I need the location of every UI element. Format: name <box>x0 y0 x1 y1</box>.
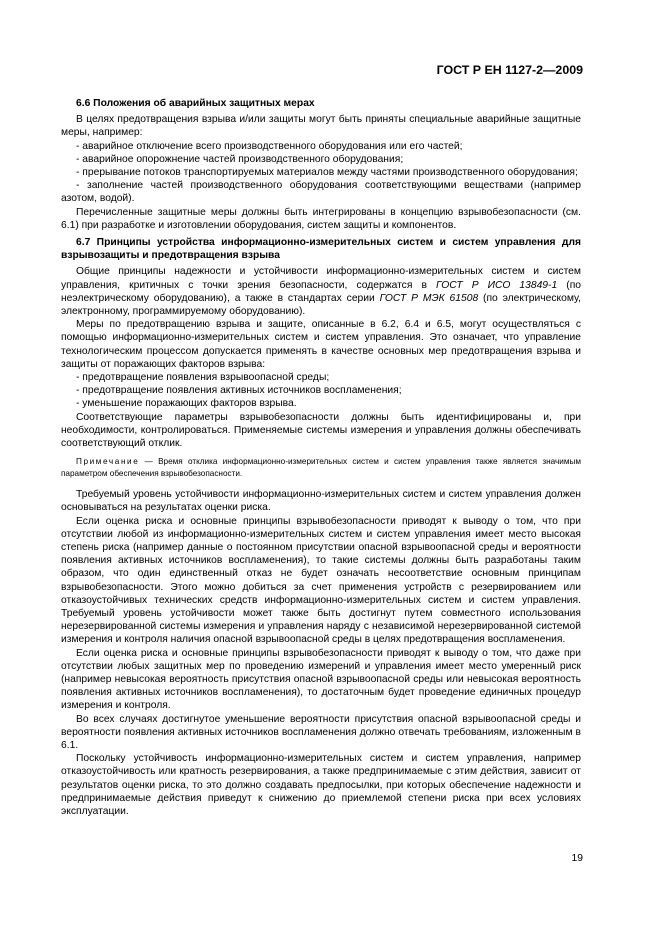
page-content <box>61 97 581 818</box>
list-item: - аварийное опорожнение частей производственного оборудования; <box>76 153 404 165</box>
list-item: - прерывание потоков транспортируемых материалов между частями производственного оборудования; <box>76 167 578 179</box>
section-6-7-paragraph: Требуемый уровень устойчивости информационно-измерительных систем и систем управления должен основываться на результатах оценки риска. <box>61 489 581 514</box>
doc-code-header: ГОСТ Р ЕН 1127-2—2009 <box>436 63 583 77</box>
list-item: - уменьшение поражающих факторов взрыва. <box>76 398 297 410</box>
section-6-7-paragraph: Общие принципы надежности и устойчивости информационно-измерительных систем и систем управления, критичных с точки зрения безопасности, содержатся в ГОСТ Р ИСО 13849-1 (по неэлектрическому оборудованию), а также в стандартах серии ГОСТ Р МЭК 61508 (по электрическому, электронному, программируемому оборудованию). <box>61 266 581 318</box>
standard-reference: ГОСТ Р МЭК 61508 <box>379 292 479 304</box>
section-6-7-paragraph: Если оценка риска и основные принципы взрывобезопасности приводят к выводу о том, что при отсутствии любой из информационно-измерительных систем и систем управления имеет место высокая степень риска (например данные о постоянном присутствии опасной взрывоопасной среды и вероятности появления активных источников воспламенения), то такие системы должны быть разработаны таким образом, что один единственный отказ не будет означать несоответствие основным принципам взрывобезопасности. Этого можно добиться за счет применения устройств с резервированием или отказоустойчивых технических средств информационно-измерительных систем и систем управления. Требуемый уровень устойчивости может также быть достигнут путем совместного использования нерезервированной системы измерения и управления наряду с независимой нерезервированной системой измерения и контроля наличия опасной взрывоопасной среды в целях предотвращения воспламенения. <box>61 515 581 646</box>
section-6-7-paragraph: Меры по предотвращению взрыва и защите, описанные в 6.2, 6.4 и 6.5, могут осуществляться с помощью информационно-измерительных систем и систем управления. Это означает, что управление технологическим процессом допускается применять в качестве основных мер предотвращения взрыва и защиты от поражающих факторов взрыва: <box>61 319 581 370</box>
section-6-6-closing: Перечисленные защитные меры должны быть интегрированы в концепцию взрывобезопасности (см. 6.1) при разработке и изготовлении оборудования, систем защиты и компонентов. <box>61 206 581 231</box>
list-item: - предотвращение появления активных источников воспламенения; <box>76 385 402 397</box>
section-6-7-paragraph: Соответствующие параметры взрывобезопасности должны быть идентифицированы и, при необходимости, контролироваться. Применяемые системы измерения и управления должны обеспечивать соответствующий отклик. <box>61 411 581 450</box>
section-6-6-heading: 6.6 Положения об аварийных защитных мерах <box>76 98 315 109</box>
section-6-7-paragraph: Если оценка риска и основные принципы взрывобезопасности приводят к выводу о том, что даже при отсутствии любых защитных мер по проведению измерений и управления имеет место умеренный риск (например невысокая вероятность присутствия опасной взрывоопасной среды или невысокая вероятность появления активных источников воспламенения), то достаточным будет проведение единичных процедур измерения и контроля. <box>61 647 581 712</box>
list-item: - предотвращение появления взрывоопасной среды; <box>76 372 330 384</box>
section-6-7-paragraph: Поскольку устойчивость информационно-измерительных систем и систем управления, например отказоустойчивость или кратность резервирования, а также предпринимаемые с этим действия, зависит от результатов оценки риска, то это должно создавать предпосылки, при которых обеспечение надежности и предпринимаемые действия приведут к снижению до приемлемой степени риска при всех условиях эксплуатации. <box>61 753 581 817</box>
section-6-6-intro: В целях предотвращения взрыва и/или защиты могут быть приняты специальные аварийные защитные меры, например: <box>61 114 581 139</box>
page-number: 19 <box>571 853 583 864</box>
list-item: - аварийное отключение всего производственного оборудования или его частей; <box>76 140 463 152</box>
note <box>61 456 581 479</box>
standard-reference: ГОСТ Р ИСО 13849-1 <box>436 279 558 291</box>
section-6-7-paragraph: Во всех случаях достигнутое уменьшение вероятности присутствия опасной взрывоопасной среды и вероятности появления активных источников воспламенения должно отвечать требованиям, изложенным в 6.1. <box>61 713 581 751</box>
note-text: — Время отклика информационно-измерительных систем и систем управления также является значимым параметром обеспечения взрывобезопасности. <box>61 457 581 478</box>
note-label: Примечание <box>76 457 140 467</box>
section-6-7-heading: 6.7 Принципы устройства информационно-измерительных систем и систем управления для взрывозащиты и предотвращения взрыва <box>61 237 581 262</box>
list-item: - заполнение частей производственного оборудования соответствующими веществами (например азотом, водой). <box>61 180 581 205</box>
